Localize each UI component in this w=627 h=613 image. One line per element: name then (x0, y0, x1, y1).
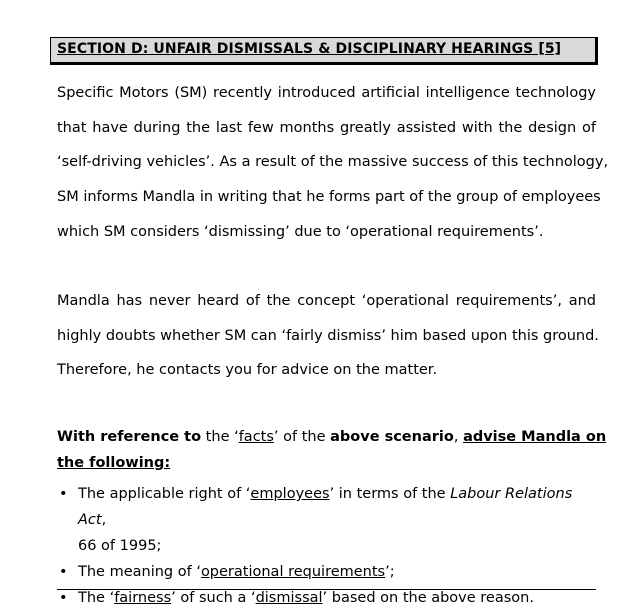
act-title: Labour Relations Act (78, 486, 573, 528)
advise-text-cont: the following: (57, 455, 171, 471)
list-item (57, 559, 596, 585)
bullet-icon: • (59, 564, 68, 580)
section-title: SECTION D: UNFAIR DISMISSALS & DISCIPLINARY HEARINGS [5] (57, 41, 562, 57)
bullet-icon: • (59, 590, 68, 606)
item-text-cont: 66 of 1995; (78, 538, 162, 554)
paragraph-line: Mandla has never heard of the concept ‘operational requirements’, and (57, 293, 596, 309)
item-underlined-text: dismissal (255, 590, 323, 606)
paragraph-line: that have during the last few months greatly assisted with the design of (57, 119, 596, 136)
item-text: The meaning of ‘ (78, 564, 201, 580)
instruction-line-1 (57, 424, 607, 450)
instruction-text: the ‘ (201, 429, 239, 445)
item-text: The applicable right of ‘ (78, 486, 251, 502)
paragraph-line: SM informs Mandla in writing that he forms part of the group of employees (57, 189, 601, 206)
item-underlined-text: operational requirements (200, 564, 386, 580)
section-header (50, 37, 598, 65)
facts-text: facts (238, 429, 274, 445)
list-item (57, 481, 596, 559)
instruction-line-2 (57, 450, 596, 476)
paragraph-line: ‘self-driving vehicles’. As a result of the massive success of this technology, (57, 154, 609, 171)
instruction-text: ’ of the (273, 429, 331, 445)
item-text: , (101, 512, 107, 528)
with-reference-text: With reference to (57, 429, 202, 445)
item-underlined-text: employees (250, 486, 330, 502)
bottom-divider (57, 589, 596, 590)
bullet-icon: • (59, 486, 68, 502)
paragraph-line: which SM considers ‘dismissing’ due to ‘operational requirements’. (57, 223, 544, 240)
item-underlined-text: fairness (114, 590, 172, 606)
instruction-paragraph (57, 424, 607, 476)
paragraph-line: highly doubts whether SM can ‘fairly dismiss’ him based upon this ground. (57, 327, 599, 344)
item-text: ’ based on the above reason. (322, 590, 534, 606)
paragraph-line: Specific Motors (SM) recently introduced artificial intelligence technology (57, 85, 596, 101)
advise-text: advise Mandla on (463, 429, 607, 445)
item-text: The ‘ (78, 590, 115, 606)
item-text: ’ of such a ‘ (171, 590, 256, 606)
scenario-paragraph-2 (57, 284, 599, 388)
scenario-paragraph-1 (57, 76, 609, 249)
item-text: ’; (385, 564, 395, 580)
question-list (57, 481, 596, 611)
paragraph-line: Therefore, he contacts you for advice on the matter. (57, 362, 438, 379)
above-scenario-text: above scenario (330, 429, 454, 445)
item-text: ’ in terms of the (329, 486, 451, 502)
instruction-text: , (453, 429, 464, 445)
